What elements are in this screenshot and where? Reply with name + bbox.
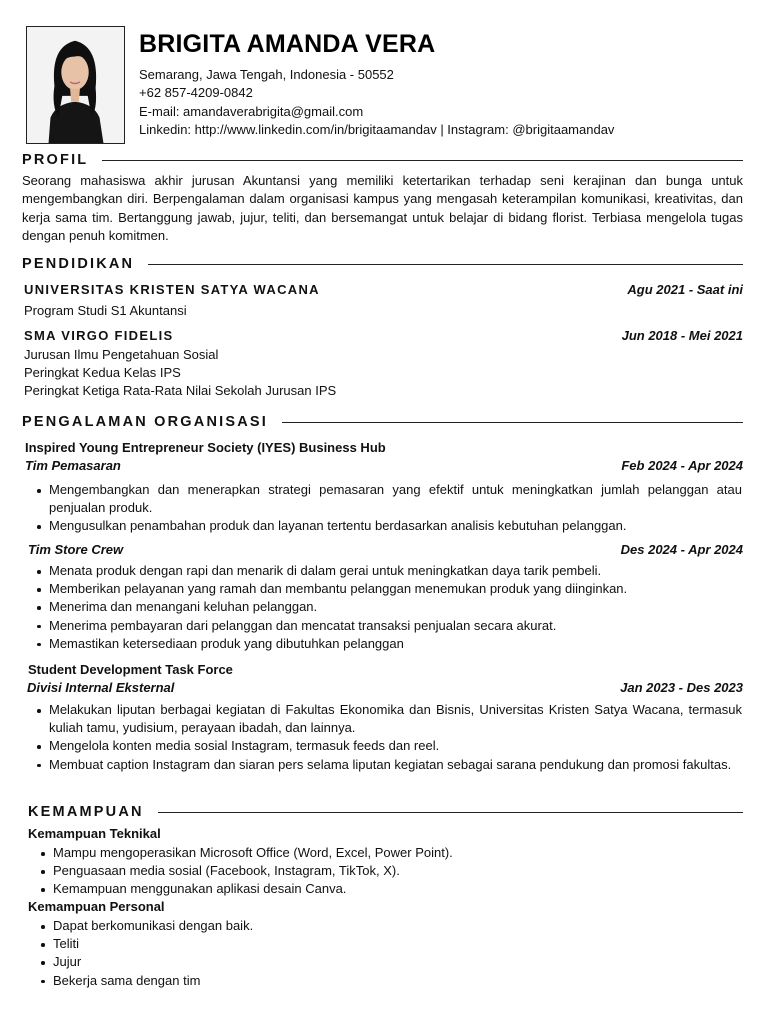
role-bullets: [36, 481, 742, 536]
bullet-item: Jujur: [40, 953, 740, 971]
role-date: Feb 2024 - Apr 2024: [621, 458, 743, 473]
bullet-item: Mampu mengoperasikan Microsoft Office (Word, Excel, Power Point).: [40, 844, 740, 862]
section-title: PROFIL: [22, 152, 89, 168]
education-detail: Peringkat Kedua Kelas IPS: [24, 365, 181, 380]
divider: [102, 160, 743, 161]
bullet-item: Menata produk dengan rapi dan menarik di dalam gerai untuk meningkatkan daya tarik pembeli.: [36, 562, 742, 580]
bullet-item: Menerima dan menangani keluhan pelanggan.: [36, 598, 742, 616]
bullet-item: Mengembangkan dan menerapkan strategi pemasaran yang efektif untuk meningkatkan jumlah pelanggan atau penjualan produk.: [36, 481, 742, 517]
bullet-item: Bekerja sama dengan tim: [40, 972, 740, 990]
role-row: [27, 680, 743, 695]
candidate-name: BRIGITA AMANDA VERA: [139, 30, 436, 58]
education-entry: [24, 282, 743, 297]
bullet-item: Memberikan pelayanan yang ramah dan membantu pelanggan menemukan produk yang diinginkan.: [36, 580, 742, 598]
bullet-item: Menerima pembayaran dari pelanggan dan mencatat transaksi penjualan secara akurat.: [36, 617, 742, 635]
divider: [282, 422, 743, 423]
education-detail: Jurusan Ilmu Pengetahuan Sosial: [24, 347, 219, 362]
section-pendidikan: [22, 254, 743, 274]
contact-block: [139, 66, 614, 140]
skills-personal-list: [40, 917, 740, 990]
role-title: Tim Pemasaran: [25, 458, 121, 473]
bullet-item: Mengelola konten media sosial Instagram, termasuk feeds dan reel.: [36, 737, 742, 755]
role-row: [28, 542, 743, 557]
address: Semarang, Jawa Tengah, Indonesia - 50552: [139, 67, 394, 82]
organization-name: Inspired Young Entrepreneur Society (IYES) Business Hub: [25, 440, 386, 455]
education-date: Jun 2018 - Mei 2021: [621, 328, 743, 343]
section-title: PENDIDIKAN: [22, 256, 135, 272]
email: E-mail: amandaverabrigita@gmail.com: [139, 103, 364, 119]
bullet-item: Kemampuan menggunakan aplikasi desain Canva.: [40, 880, 740, 898]
section-kemampuan: [28, 802, 743, 822]
bullet-item: Dapat berkomunikasi dengan baik.: [40, 917, 740, 935]
role-title: Tim Store Crew: [28, 542, 124, 557]
school-name: UNIVERSITAS KRISTEN SATYA WACANA: [24, 282, 320, 297]
skills-technical-title: Kemampuan Teknikal: [28, 826, 161, 841]
profile-photo: [26, 26, 125, 144]
phone: +62 857-4209-0842: [139, 85, 253, 101]
school-name: SMA VIRGO FIDELIS: [24, 328, 174, 343]
profile-summary: Seorang mahasiswa akhir jurusan Akuntansi yang memiliki ketertarikan terhadap seni kerajinan dan bunga untuk mengembangkan diri. Berpengalaman dalam organisasi kampus yang mengasah keterampilan komunikasi, kreativitas, dan kerja sama tim. Bertanggung jawab, jujur, teliti, dan bersemangat untuk belajar di bidang florist. Terbiasa mengelola tugas dengan penuh komitmen.: [22, 173, 743, 244]
bullet-item: Melakukan liputan berbagai kegiatan di Fakultas Ekonomika dan Bisnis, Universitas Kristen Satya Wacana, termasuk kuliah tamu, yudisium, perayaan ibadah, dan lainnya.: [36, 701, 742, 737]
role-bullets: [36, 562, 742, 653]
role-title: Divisi Internal Eksternal: [27, 680, 175, 695]
bullet-item: Teliti: [40, 935, 740, 953]
role-date: Jan 2023 - Des 2023: [620, 680, 743, 695]
social-links: Linkedin: http://www.linkedin.com/in/brigitaamandav | Instagram: @brigitaamandav: [139, 122, 615, 138]
skills-personal-title: Kemampuan Personal: [28, 899, 165, 914]
divider: [148, 264, 743, 265]
bullet-item: Membuat caption Instagram dan siaran pers selama liputan kegiatan sebagai sarana pendukung dan promosi fakultas.: [36, 756, 742, 774]
section-title: KEMAMPUAN: [28, 804, 144, 820]
section-title: PENGALAMAN ORGANISASI: [22, 414, 268, 430]
education-entry: [24, 328, 743, 343]
section-profil: [22, 150, 743, 170]
organization-name: Student Development Task Force: [28, 662, 233, 677]
education-detail: Program Studi S1 Akuntansi: [24, 303, 187, 318]
education-date: Agu 2021 - Saat ini: [627, 282, 743, 297]
skills-technical-list: [40, 844, 740, 899]
bullet-item: Mengusulkan penambahan produk dan layanan tertentu berdasarkan analisis kebutuhan pelanggan.: [36, 517, 742, 535]
divider: [158, 812, 743, 813]
role-date: Des 2024 - Apr 2024: [620, 542, 743, 557]
section-organisasi: [22, 412, 743, 432]
role-bullets: [36, 701, 742, 774]
role-row: [25, 458, 743, 473]
bullet-item: Memastikan ketersediaan produk yang dibutuhkan pelanggan: [36, 635, 742, 653]
bullet-item: Penguasaan media sosial (Facebook, Instagram, TikTok, X).: [40, 862, 740, 880]
education-detail: Peringkat Ketiga Rata-Rata Nilai Sekolah Jurusan IPS: [24, 383, 337, 398]
